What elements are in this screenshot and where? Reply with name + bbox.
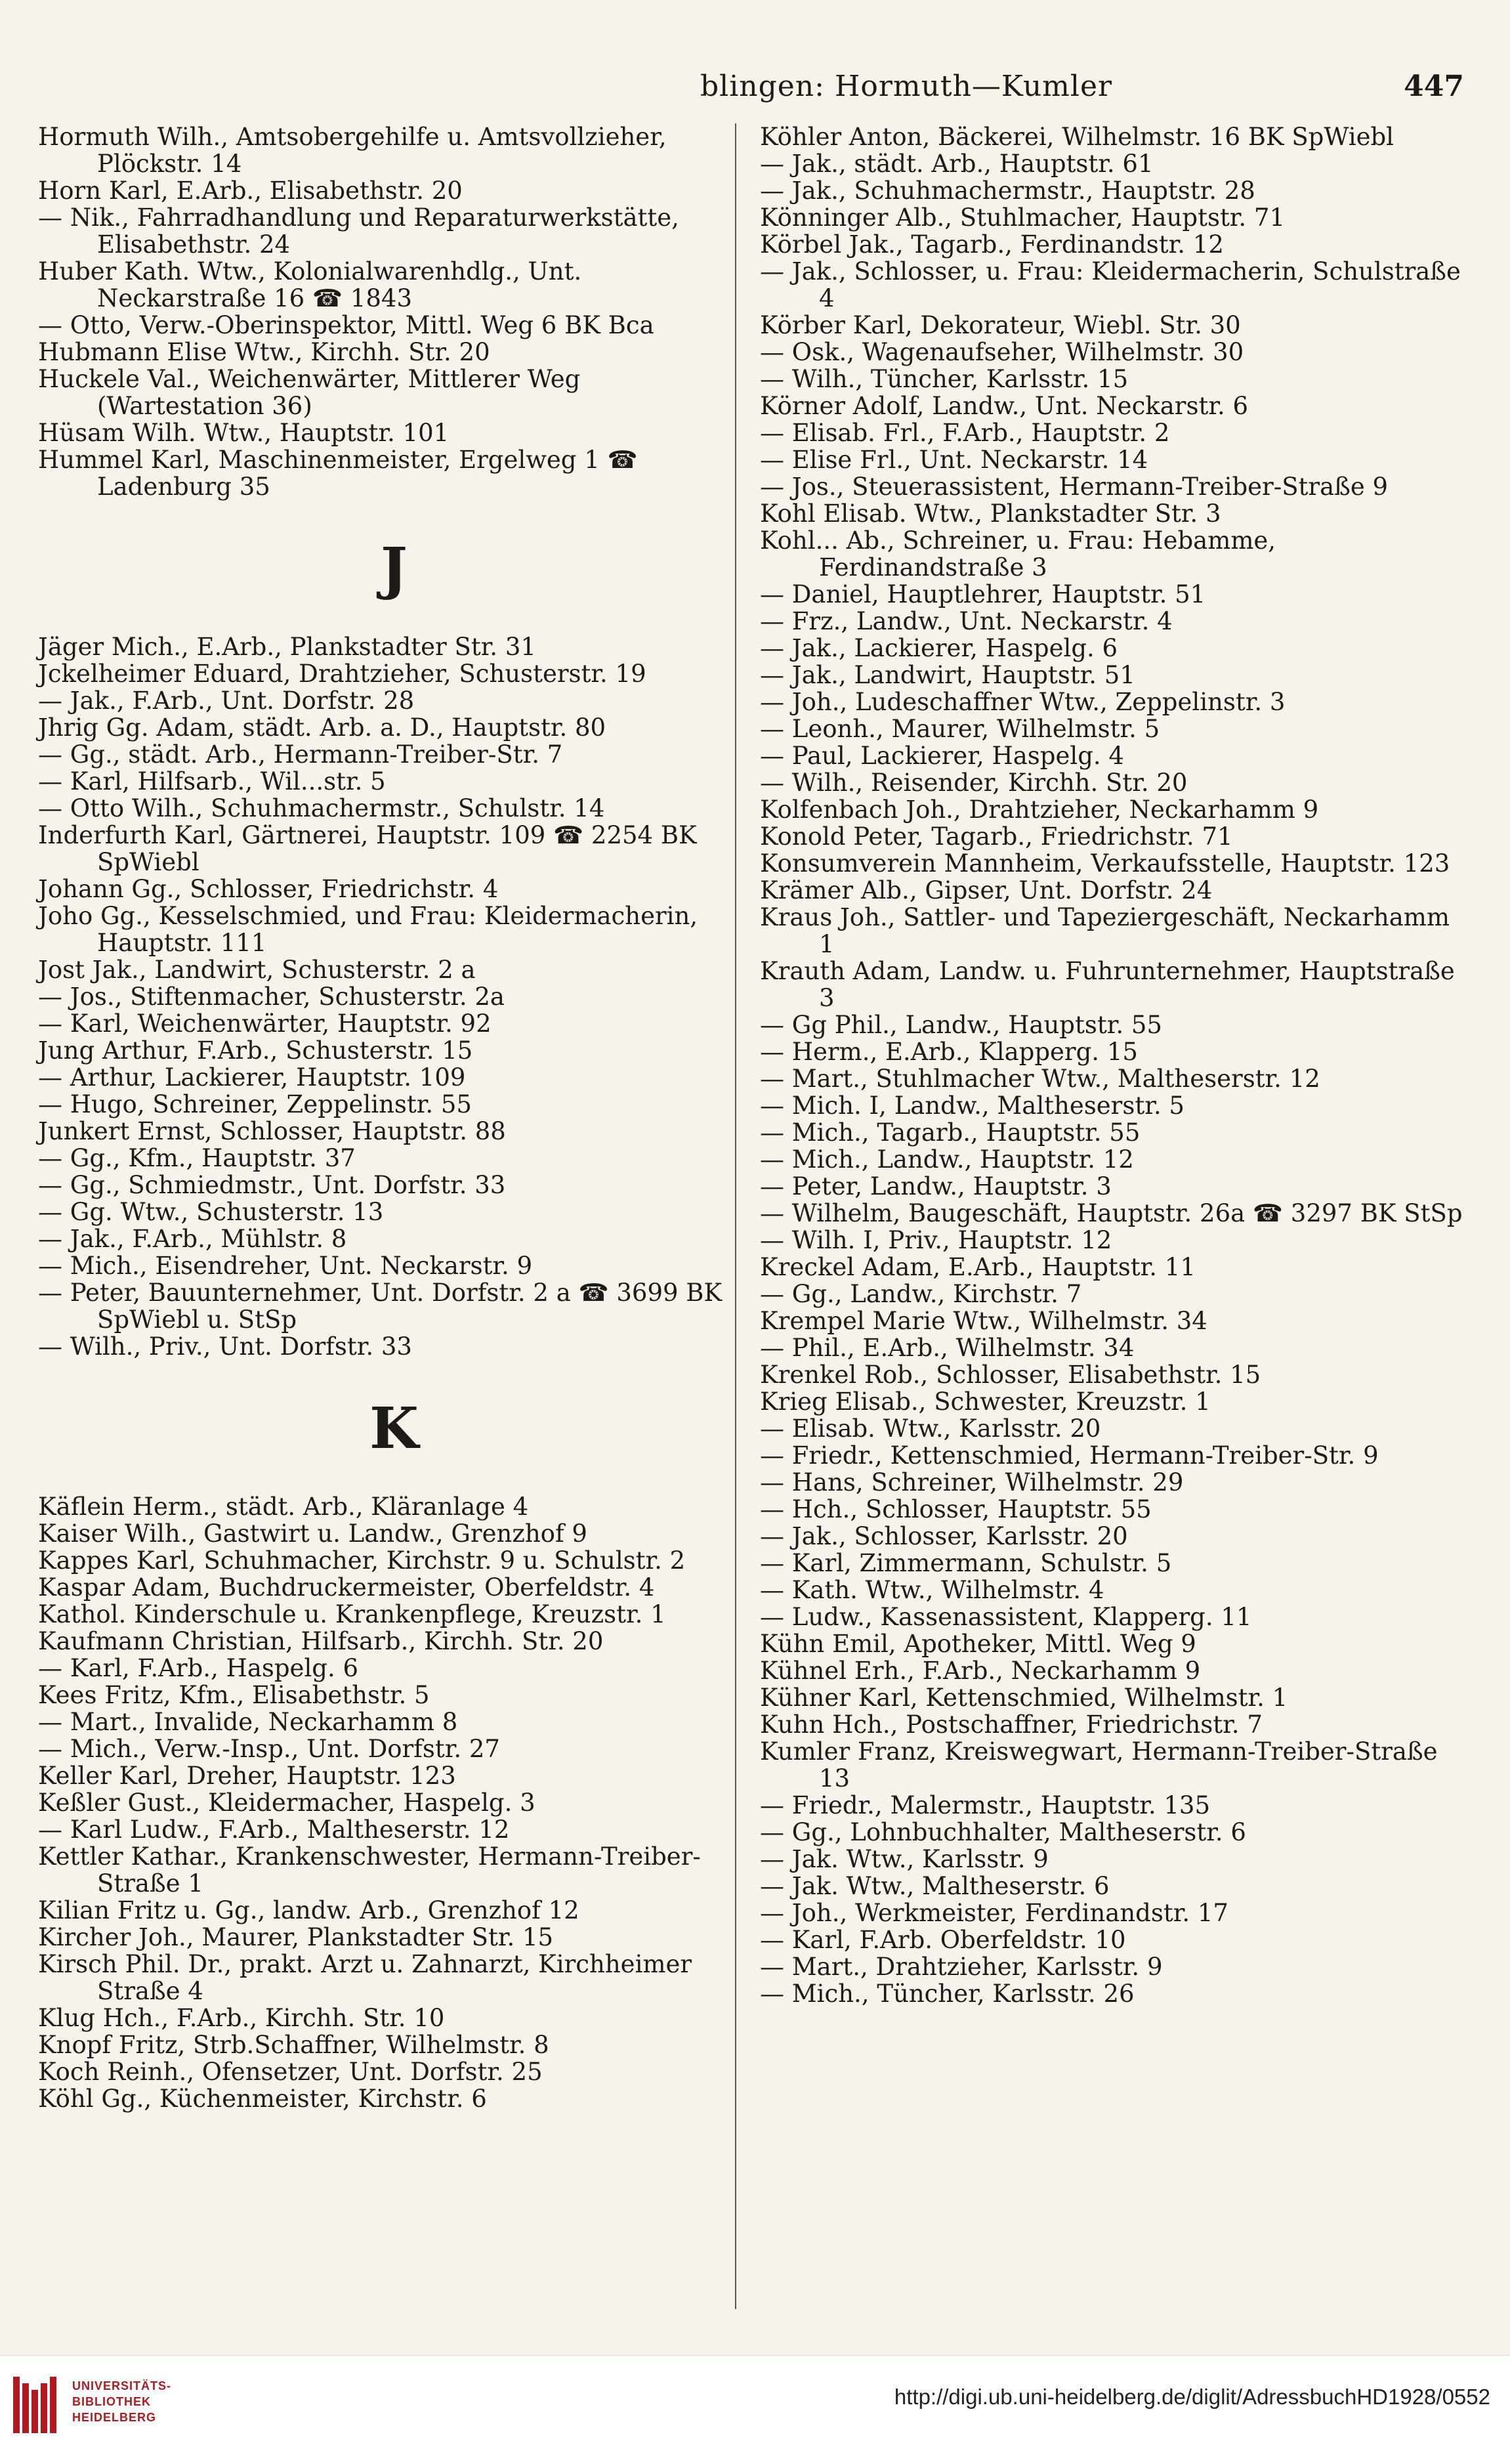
directory-entry: — Gg., städt. Arb., Hermann-Treiber-Str. 7	[38, 740, 563, 769]
directory-entry: Huckele Val., Weichenwärter, Mittlerer Weg (Wartestation 36)	[38, 365, 581, 420]
directory-entry: Krämer Alb., Gipser, Unt. Dorfstr. 24	[760, 876, 1213, 904]
right-column	[760, 123, 1472, 2007]
running-header	[0, 66, 1510, 118]
directory-entry: Köhl Gg., Küchenmeister, Kirchstr. 6	[38, 2085, 487, 2113]
directory-entry: Kuhn Hch., Postschaffner, Friedrichstr. 7	[760, 1710, 1263, 1739]
directory-entry: — Kath. Wtw., Wilhelmstr. 4	[760, 1576, 1104, 1604]
directory-entry: Kohl... Ab., Schreiner, u. Frau: Hebamme, Ferdinandstraße 3	[760, 526, 1276, 582]
directory-entry: Hormuth Wilh., Amtsobergehilfe u. Amtsvollzieher, Plöckstr. 14	[38, 123, 667, 178]
directory-entry: — Elisab. Frl., F.Arb., Hauptstr. 2	[760, 419, 1170, 447]
directory-entry: Krieg Elisab., Schwester, Kreuzstr. 1	[760, 1388, 1211, 1416]
directory-entry: Krempel Marie Wtw., Wilhelmstr. 34	[760, 1307, 1207, 1335]
directory-entry: — Jak., Landwirt, Hauptstr. 51	[760, 661, 1135, 689]
directory-entry: Kettler Kathar., Krankenschwester, Hermann-Treiber-Straße 1	[38, 1842, 701, 1898]
directory-entry: Kees Fritz, Kfm., Elisabethstr. 5	[38, 1681, 430, 1709]
column-divider	[735, 123, 736, 2309]
directory-entry: — Elisab. Wtw., Karlsstr. 20	[760, 1414, 1101, 1443]
left-column	[38, 123, 750, 2112]
section-letter-k: K	[369, 1395, 419, 1462]
directory-entry: — Jak. Wtw., Karlsstr. 9	[760, 1845, 1049, 1873]
directory-entry: Konsumverein Mannheim, Verkaufsstelle, Hauptstr. 123	[760, 849, 1450, 878]
directory-entry: — Karl Ludw., F.Arb., Maltheserstr. 12	[38, 1816, 510, 1844]
directory-entry: — Mich., Verw.-Insp., Unt. Dorfstr. 27	[38, 1735, 500, 1763]
page-title: blingen: Hormuth—Kumler	[700, 70, 1113, 103]
directory-entry: — Wilhelm, Baugeschäft, Hauptstr. 26a ☎ 3297 BK StSp	[760, 1199, 1463, 1227]
directory-entry: — Hans, Schreiner, Wilhelmstr. 29	[760, 1468, 1184, 1497]
directory-entry: — Gg. Wtw., Schusterstr. 13	[38, 1198, 384, 1226]
directory-entry: — Gg., Landw., Kirchstr. 7	[760, 1280, 1082, 1308]
directory-entry: Inderfurth Karl, Gärtnerei, Hauptstr. 109 ☎ 2254 BK SpWiebl	[38, 821, 697, 876]
directory-entry: — Peter, Landw., Hauptstr. 3	[760, 1172, 1112, 1200]
directory-entry: Köhler Anton, Bäckerei, Wilhelmstr. 16 BK SpWiebl	[760, 123, 1394, 151]
directory-entry: Jhrig Gg. Adam, städt. Arb. a. D., Hauptstr. 80	[38, 713, 606, 742]
directory-entry: Kumler Franz, Kreiswegwart, Hermann-Treiber-Straße 13	[760, 1737, 1438, 1793]
directory-entry: Klug Hch., F.Arb., Kirchh. Str. 10	[38, 2004, 445, 2032]
directory-entry: Horn Karl, E.Arb., Elisabethstr. 20	[38, 177, 463, 205]
directory-entry: Kilian Fritz u. Gg., landw. Arb., Grenzhof 12	[38, 1896, 579, 1924]
university-logo-icon	[13, 2377, 54, 2433]
directory-entry: Hubmann Elise Wtw., Kirchh. Str. 20	[38, 338, 490, 366]
directory-entry: — Mart., Invalide, Neckarhamm 8	[38, 1708, 458, 1736]
directory-entry: — Ludw., Kassenassistent, Klapperg. 11	[760, 1603, 1252, 1631]
entries-j	[38, 633, 750, 1360]
directory-entry: Jckelheimer Eduard, Drahtzieher, Schusterstr. 19	[38, 660, 646, 688]
directory-entry: Krauth Adam, Landw. u. Fuhrunternehmer, Hauptstraße 3	[760, 957, 1455, 1012]
directory-entry: Hummel Karl, Maschinenmeister, Ergelweg 1 ☎ Ladenburg 35	[38, 446, 638, 501]
directory-entry: Johann Gg., Schlosser, Friedrichstr. 4	[38, 875, 499, 903]
directory-entry: Jäger Mich., E.Arb., Plankstadter Str. 31	[38, 633, 536, 661]
directory-entry: — Jak., F.Arb., Unt. Dorfstr. 28	[38, 687, 415, 715]
library-name-line2: BIBLIOTHEK	[72, 2395, 151, 2408]
directory-entry: Krenkel Rob., Schlosser, Elisabethstr. 15	[760, 1361, 1261, 1389]
directory-entry: — Hch., Schlosser, Hauptstr. 55	[760, 1495, 1152, 1523]
directory-entry: — Otto Wilh., Schuhmachermstr., Schulstr. 14	[38, 794, 605, 822]
library-name	[72, 2378, 171, 2425]
entries-h	[38, 123, 750, 500]
directory-entry: — Karl, F.Arb., Haspelg. 6	[38, 1654, 359, 1682]
directory-entry: Körbel Jak., Tagarb., Ferdinandstr. 12	[760, 230, 1224, 259]
directory-entry: — Mich., Tagarb., Hauptstr. 55	[760, 1118, 1141, 1147]
directory-entry: Joho Gg., Kesselschmied, und Frau: Kleidermacherin, Hauptstr. 111	[38, 902, 698, 957]
directory-entry: — Mich. I, Landw., Maltheserstr. 5	[760, 1092, 1185, 1120]
directory-entry: — Friedr., Malermstr., Hauptstr. 135	[760, 1791, 1210, 1819]
directory-entry: — Arthur, Lackierer, Hauptstr. 109	[38, 1063, 466, 1092]
directory-entry: Hüsam Wilh. Wtw., Hauptstr. 101	[38, 419, 450, 447]
directory-entry: — Karl, Zimmermann, Schulstr. 5	[760, 1549, 1172, 1577]
directory-entry: Kaspar Adam, Buchdruckermeister, Oberfeldstr. 4	[38, 1573, 655, 1602]
source-url-link[interactable]: http://digi.ub.uni-heidelberg.de/diglit/AdressbuchHD1928/0552	[894, 2385, 1490, 2409]
directory-entry: — Mich., Landw., Hauptstr. 12	[760, 1145, 1134, 1174]
directory-entry: Kolfenbach Joh., Drahtzieher, Neckarhamm 9	[760, 796, 1319, 824]
directory-entry: — Jak., Schlosser, Karlsstr. 20	[760, 1522, 1128, 1550]
directory-entry: — Herm., E.Arb., Klapperg. 15	[760, 1038, 1138, 1066]
directory-entry: Kaiser Wilh., Gastwirt u. Landw., Grenzhof 9	[38, 1519, 587, 1548]
directory-entry: — Mich., Eisendreher, Unt. Neckarstr. 9	[38, 1252, 533, 1280]
directory-entry: Käflein Herm., städt. Arb., Kläranlage 4	[38, 1493, 529, 1521]
directory-entry: Kohl Elisab. Wtw., Plankstadter Str. 3	[760, 499, 1221, 528]
directory-entry: — Wilh., Priv., Unt. Dorfstr. 33	[38, 1332, 412, 1361]
directory-entry: Kühnel Erh., F.Arb., Neckarhamm 9	[760, 1657, 1201, 1685]
directory-entry: Keßler Gust., Kleidermacher, Haspelg. 3	[38, 1789, 535, 1817]
directory-entry: — Wilh., Tüncher, Karlsstr. 15	[760, 365, 1129, 393]
directory-entry: — Jak., F.Arb., Mühlstr. 8	[38, 1225, 347, 1253]
directory-entry: — Jak., städt. Arb., Hauptstr. 61	[760, 150, 1154, 178]
directory-entry: Kaufmann Christian, Hilfsarb., Kirchh. Str. 20	[38, 1627, 604, 1655]
directory-entry: — Mart., Drahtzieher, Karlsstr. 9	[760, 1953, 1163, 1981]
directory-entry: — Jos., Steuerassistent, Hermann-Treiber-Straße 9	[760, 473, 1389, 501]
directory-entry: Kathol. Kinderschule u. Krankenpflege, Kreuzstr. 1	[38, 1600, 666, 1628]
directory-entry: — Daniel, Hauptlehrer, Hauptstr. 51	[760, 580, 1206, 608]
library-name-line3: HEIDELBERG	[72, 2411, 157, 2424]
directory-entry: — Jak., Schuhmachermstr., Hauptstr. 28	[760, 177, 1255, 205]
directory-entry: — Gg., Kfm., Hauptstr. 37	[38, 1144, 356, 1172]
directory-entry: — Frz., Landw., Unt. Neckarstr. 4	[760, 607, 1173, 635]
directory-entry: — Wilh., Reisender, Kirchh. Str. 20	[760, 769, 1188, 797]
directory-entry: — Elise Frl., Unt. Neckarstr. 14	[760, 446, 1148, 474]
entries-k	[38, 1493, 750, 2112]
directory-entry: — Mart., Stuhlmacher Wtw., Maltheserstr. 12	[760, 1065, 1320, 1093]
directory-entry: — Joh., Werkmeister, Ferdinandstr. 17	[760, 1899, 1228, 1927]
directory-entry: — Gg., Lohnbuchhalter, Maltheserstr. 6	[760, 1818, 1246, 1846]
directory-entry: — Wilh. I, Priv., Hauptstr. 12	[760, 1226, 1112, 1254]
entries-k-continued	[760, 123, 1472, 2007]
directory-entry: — Karl, Weichenwärter, Hauptstr. 92	[38, 1009, 492, 1038]
directory-entry: Körner Adolf, Landw., Unt. Neckarstr. 6	[760, 392, 1249, 420]
directory-entry: Konold Peter, Tagarb., Friedrichstr. 71	[760, 822, 1233, 851]
directory-entry: — Karl, F.Arb. Oberfeldstr. 10	[760, 1926, 1126, 1954]
directory-entry: Knopf Fritz, Strb.Schaffner, Wilhelmstr. 8	[38, 2031, 549, 2059]
directory-entry: Koch Reinh., Ofensetzer, Unt. Dorfstr. 25	[38, 2058, 543, 2086]
directory-entry: Könninger Alb., Stuhlmacher, Hauptstr. 71	[760, 203, 1286, 232]
library-name-line1: UNIVERSITÄTS-	[72, 2379, 172, 2392]
directory-entry: — Nik., Fahrradhandlung und Reparaturwerkstätte, Elisabethstr. 24	[38, 203, 679, 259]
directory-entry: Kraus Joh., Sattler- und Tapeziergeschäft, Neckarhamm 1	[760, 903, 1450, 958]
directory-entry: Kreckel Adam, E.Arb., Hauptstr. 11	[760, 1253, 1196, 1281]
directory-entry: — Jak., Lackierer, Haspelg. 6	[760, 634, 1118, 662]
directory-entry: Kircher Joh., Maurer, Plankstadter Str. 15	[38, 1923, 554, 1951]
directory-entry: — Jos., Stiftenmacher, Schusterstr. 2a	[38, 983, 505, 1011]
directory-entry: Junkert Ernst, Schlosser, Hauptstr. 88	[38, 1117, 506, 1145]
directory-entry: Kappes Karl, Schuhmacher, Kirchstr. 9 u. Schulstr. 2	[38, 1546, 686, 1575]
directory-entry: — Otto, Verw.-Oberinspektor, Mittl. Weg 6 BK Bca	[38, 311, 654, 339]
directory-entry: Körber Karl, Dekorateur, Wiebl. Str. 30	[760, 311, 1241, 339]
directory-entry: — Jak. Wtw., Maltheserstr. 6	[760, 1872, 1110, 1900]
footer-bar	[0, 2355, 1510, 2464]
directory-entry: — Peter, Bauunternehmer, Unt. Dorfstr. 2 a ☎ 3699 BK SpWiebl u. StSp	[38, 1279, 723, 1334]
directory-entry: Jost Jak., Landwirt, Schusterstr. 2 a	[38, 956, 476, 984]
directory-entry: — Karl, Hilfsarb., Wil...str. 5	[38, 767, 386, 796]
page-number: 447	[1404, 70, 1464, 103]
directory-entry: — Joh., Ludeschaffner Wtw., Zeppelinstr. 3	[760, 688, 1286, 716]
directory-entry: Jung Arthur, F.Arb., Schusterstr. 15	[38, 1036, 473, 1065]
directory-entry: — Gg., Schmiedmstr., Unt. Dorfstr. 33	[38, 1171, 506, 1199]
directory-entry: — Phil., E.Arb., Wilhelmstr. 34	[760, 1334, 1135, 1362]
directory-entry: — Gg Phil., Landw., Hauptstr. 55	[760, 1011, 1162, 1039]
directory-entry: — Friedr., Kettenschmied, Hermann-Treiber-Str. 9	[760, 1441, 1379, 1470]
directory-entry: Kühn Emil, Apotheker, Mittl. Weg 9	[760, 1630, 1196, 1658]
directory-entry: Kühner Karl, Kettenschmied, Wilhelmstr. 1	[760, 1684, 1288, 1712]
section-letter-j: J	[381, 536, 408, 602]
directory-entry: Keller Karl, Dreher, Hauptstr. 123	[38, 1762, 456, 1790]
directory-entry: — Mich., Tüncher, Karlsstr. 26	[760, 1980, 1135, 2008]
directory-entry: Kirsch Phil. Dr., prakt. Arzt u. Zahnarzt, Kirchheimer Straße 4	[38, 1950, 692, 2005]
directory-entry: — Jak., Schlosser, u. Frau: Kleidermacherin, Schulstraße 4	[760, 257, 1461, 312]
directory-entry: — Leonh., Maurer, Wilhelmstr. 5	[760, 715, 1160, 743]
directory-entry: — Paul, Lackierer, Haspelg. 4	[760, 742, 1124, 770]
directory-entry: Huber Kath. Wtw., Kolonialwarenhdlg., Unt. Neckarstraße 16 ☎ 1843	[38, 257, 582, 312]
directory-entry: — Hugo, Schreiner, Zeppelinstr. 55	[38, 1090, 472, 1118]
directory-entry: — Osk., Wagenaufseher, Wilhelmstr. 30	[760, 338, 1244, 366]
